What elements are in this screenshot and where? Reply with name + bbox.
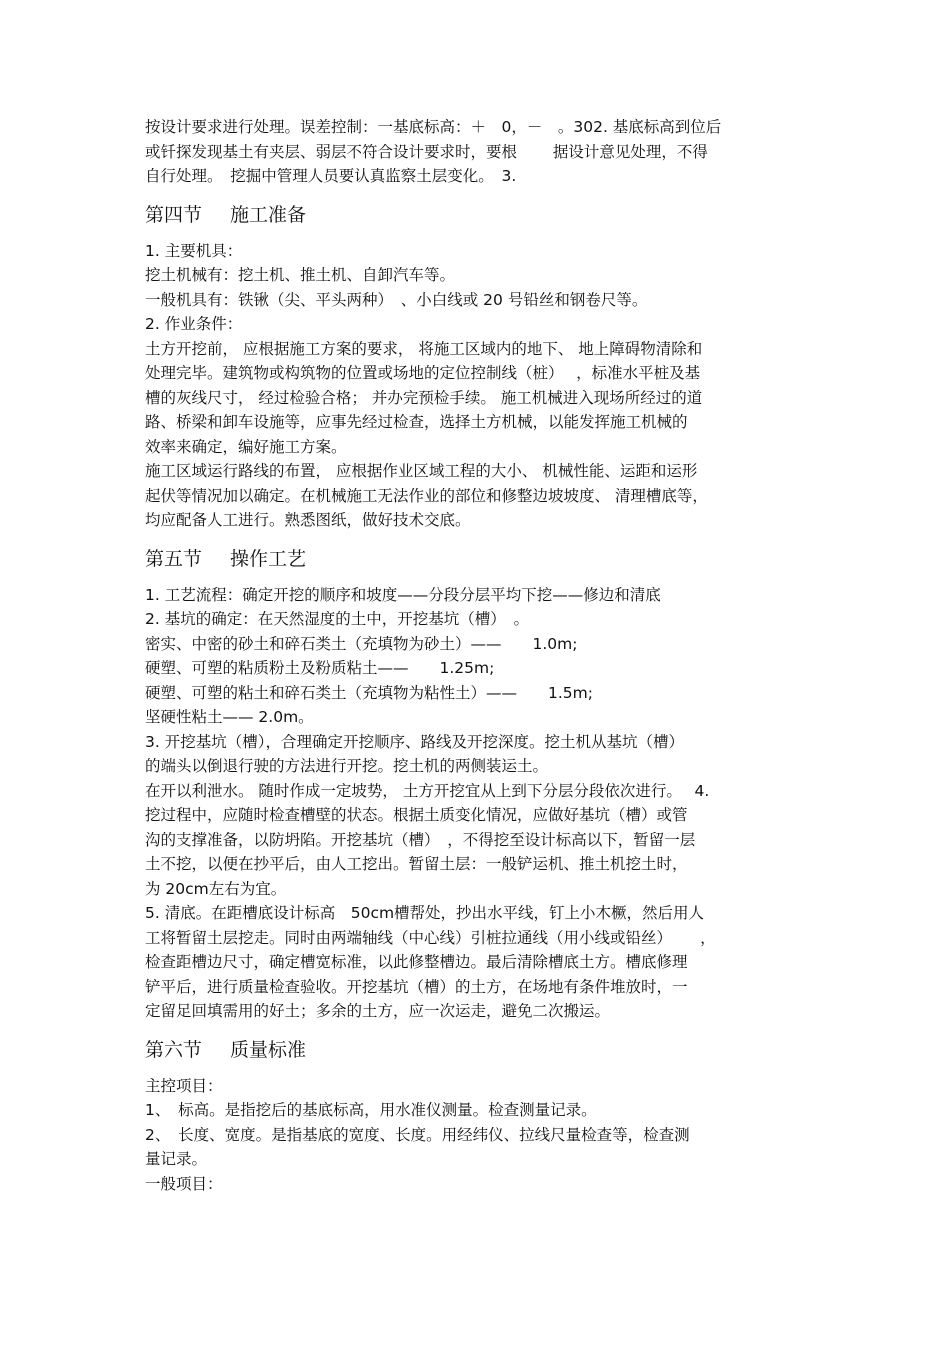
text-line: 效率来确定，编好施工方案。 bbox=[145, 437, 347, 456]
text-line: 的端头以倒退行驶的方法进行开挖。挖土机的两侧装运土。 bbox=[145, 757, 549, 775]
text-line: 1、 标高。是指挖后的基底标高，用水准仪测量。检查测量记录。 bbox=[145, 1101, 597, 1119]
text-line: 3. 开挖基坑（槽），合理确定开挖顺序、路线及开挖深度。挖土机从基坑（槽） bbox=[145, 732, 684, 751]
text-line: 槽的灰线尺寸， 经过检验合格； 并办完预检手续。 施工机械进入现场所经过的道 bbox=[145, 388, 703, 407]
text-line: 自行处理。 挖掘中管理人员要认真监察土层变化。 3. bbox=[145, 167, 517, 185]
section-4-body bbox=[145, 239, 815, 533]
text-line: 土方开挖前， 应根据施工方案的要求， 将施工区域内的地下、 地上障碍物清除和 bbox=[145, 339, 703, 358]
text-line: 路、桥梁和卸车设施等，应事先经过检查，选择土方机械，以能发挥施工机械的 bbox=[145, 413, 688, 431]
text-line: 主控项目： bbox=[145, 1076, 223, 1095]
text-line: 一般项目： bbox=[145, 1174, 223, 1193]
section-title: 质量标准 bbox=[230, 1038, 307, 1061]
text-line: 检查距槽边尺寸，确定槽宽标准，以此修整槽边。最后清除槽底土方。槽底修理 bbox=[145, 953, 688, 971]
section-number: 第六节 bbox=[145, 1038, 203, 1061]
section-title: 操作工艺 bbox=[230, 547, 307, 570]
text-line: 1. 工艺流程：确定开挖的顺序和坡度——分段分层平均下挖——修边和清底 bbox=[145, 585, 661, 604]
section-5-body bbox=[145, 583, 815, 1024]
text-line: 定留足回填需用的好土；多余的土方，应一次运走，避免二次搬运。 bbox=[145, 1002, 611, 1020]
text-line: 处理完毕。建筑物或构筑物的位置或场地的定位控制线（桩） ，标准水平桩及基 bbox=[145, 364, 701, 382]
section-number: 第四节 bbox=[145, 203, 203, 226]
text-line: 土不挖，以便在抄平后，由人工挖出。暂留土层：一般铲运机、推土机挖土时， bbox=[145, 855, 688, 873]
section-number: 第五节 bbox=[145, 547, 203, 570]
text-line: 挖土机械有：挖土机、推土机、自卸汽车等。 bbox=[145, 266, 456, 284]
text-line: 为 20cm左右为宜。 bbox=[145, 879, 287, 898]
text-line: 均应配备人工进行。熟悉图纸，做好技术交底。 bbox=[145, 511, 471, 529]
text-line: 铲平后，进行质量检查验收。开挖基坑（槽）的土方，在场地有条件堆放时，一 bbox=[145, 977, 688, 996]
text-line: 坚硬性粘土—— 2.0m。 bbox=[145, 708, 314, 726]
text-line: 或钎探发现基土有夹层、弱层不符合设计要求时，要根 据设计意见处理，不得 bbox=[145, 142, 708, 161]
text-line: 按设计要求进行处理。误差控制：一基底标高：＋ 0，－ 。302. 基底标高到位后 bbox=[145, 118, 722, 136]
text-line: 施工区域运行路线的布置， 应根据作业区域工程的大小、 机械性能、运距和运形 bbox=[145, 462, 698, 480]
text-line: 密实、中密的砂土和碎石类土（充填物为砂土）—— 1.0m; bbox=[145, 634, 578, 653]
text-line: 工将暂留土层挖走。同时由两端轴线（中心线）引桩拉通线（用小线或铅丝） ， bbox=[145, 928, 716, 947]
section-6-heading bbox=[145, 1037, 815, 1063]
intro-paragraph bbox=[145, 115, 815, 189]
text-line: 一般机具有：铁锹（尖、平头两种） 、小白线或 20 号铅丝和钢卷尺等。 bbox=[145, 290, 648, 309]
text-line: 2. 作业条件： bbox=[145, 315, 243, 333]
document-body bbox=[145, 115, 815, 1196]
text-line: 2、 长度、宽度。是指基底的宽度、长度。用经纬仪、拉线尺量检查等，检查测 bbox=[145, 1125, 690, 1144]
text-line: 量记录。 bbox=[145, 1150, 208, 1168]
text-line: 沟的支撑准备，以防坍陷。开挖基坑（槽） ，不得挖至设计标高以下，暂留一层 bbox=[145, 830, 696, 849]
text-line: 起伏等情况加以确定。在机械施工无法作业的部位和修整边坡坡度、 清理槽底等， bbox=[145, 486, 708, 505]
section-4-heading bbox=[145, 202, 815, 228]
text-line: 在开以利泄水。 随时作成一定坡势， 土方开挖宜从上到下分层分段依次进行。 4. bbox=[145, 781, 710, 800]
section-6-body bbox=[145, 1074, 815, 1197]
section-5-heading bbox=[145, 546, 815, 572]
text-line: 硬塑、可塑的粘质粉土及粉质粘土—— 1.25m; bbox=[145, 659, 495, 677]
text-line: 硬塑、可塑的粘土和碎石类土（充填物为粘性土）—— 1.5m; bbox=[145, 683, 593, 702]
text-line: 挖过程中，应随时检查槽壁的状态。根据土质变化情况，应做好基坑（槽）或管 bbox=[145, 806, 688, 824]
text-line: 2. 基坑的确定：在天然湿度的土中，开挖基坑（槽） 。 bbox=[145, 610, 529, 628]
text-line: 1. 主要机具： bbox=[145, 241, 243, 260]
text-line: 5. 清底。在距槽底设计标高 50cm槽帮处，抄出水平线，钉上小木橛，然后用人 bbox=[145, 904, 705, 922]
section-title: 施工准备 bbox=[230, 203, 307, 226]
